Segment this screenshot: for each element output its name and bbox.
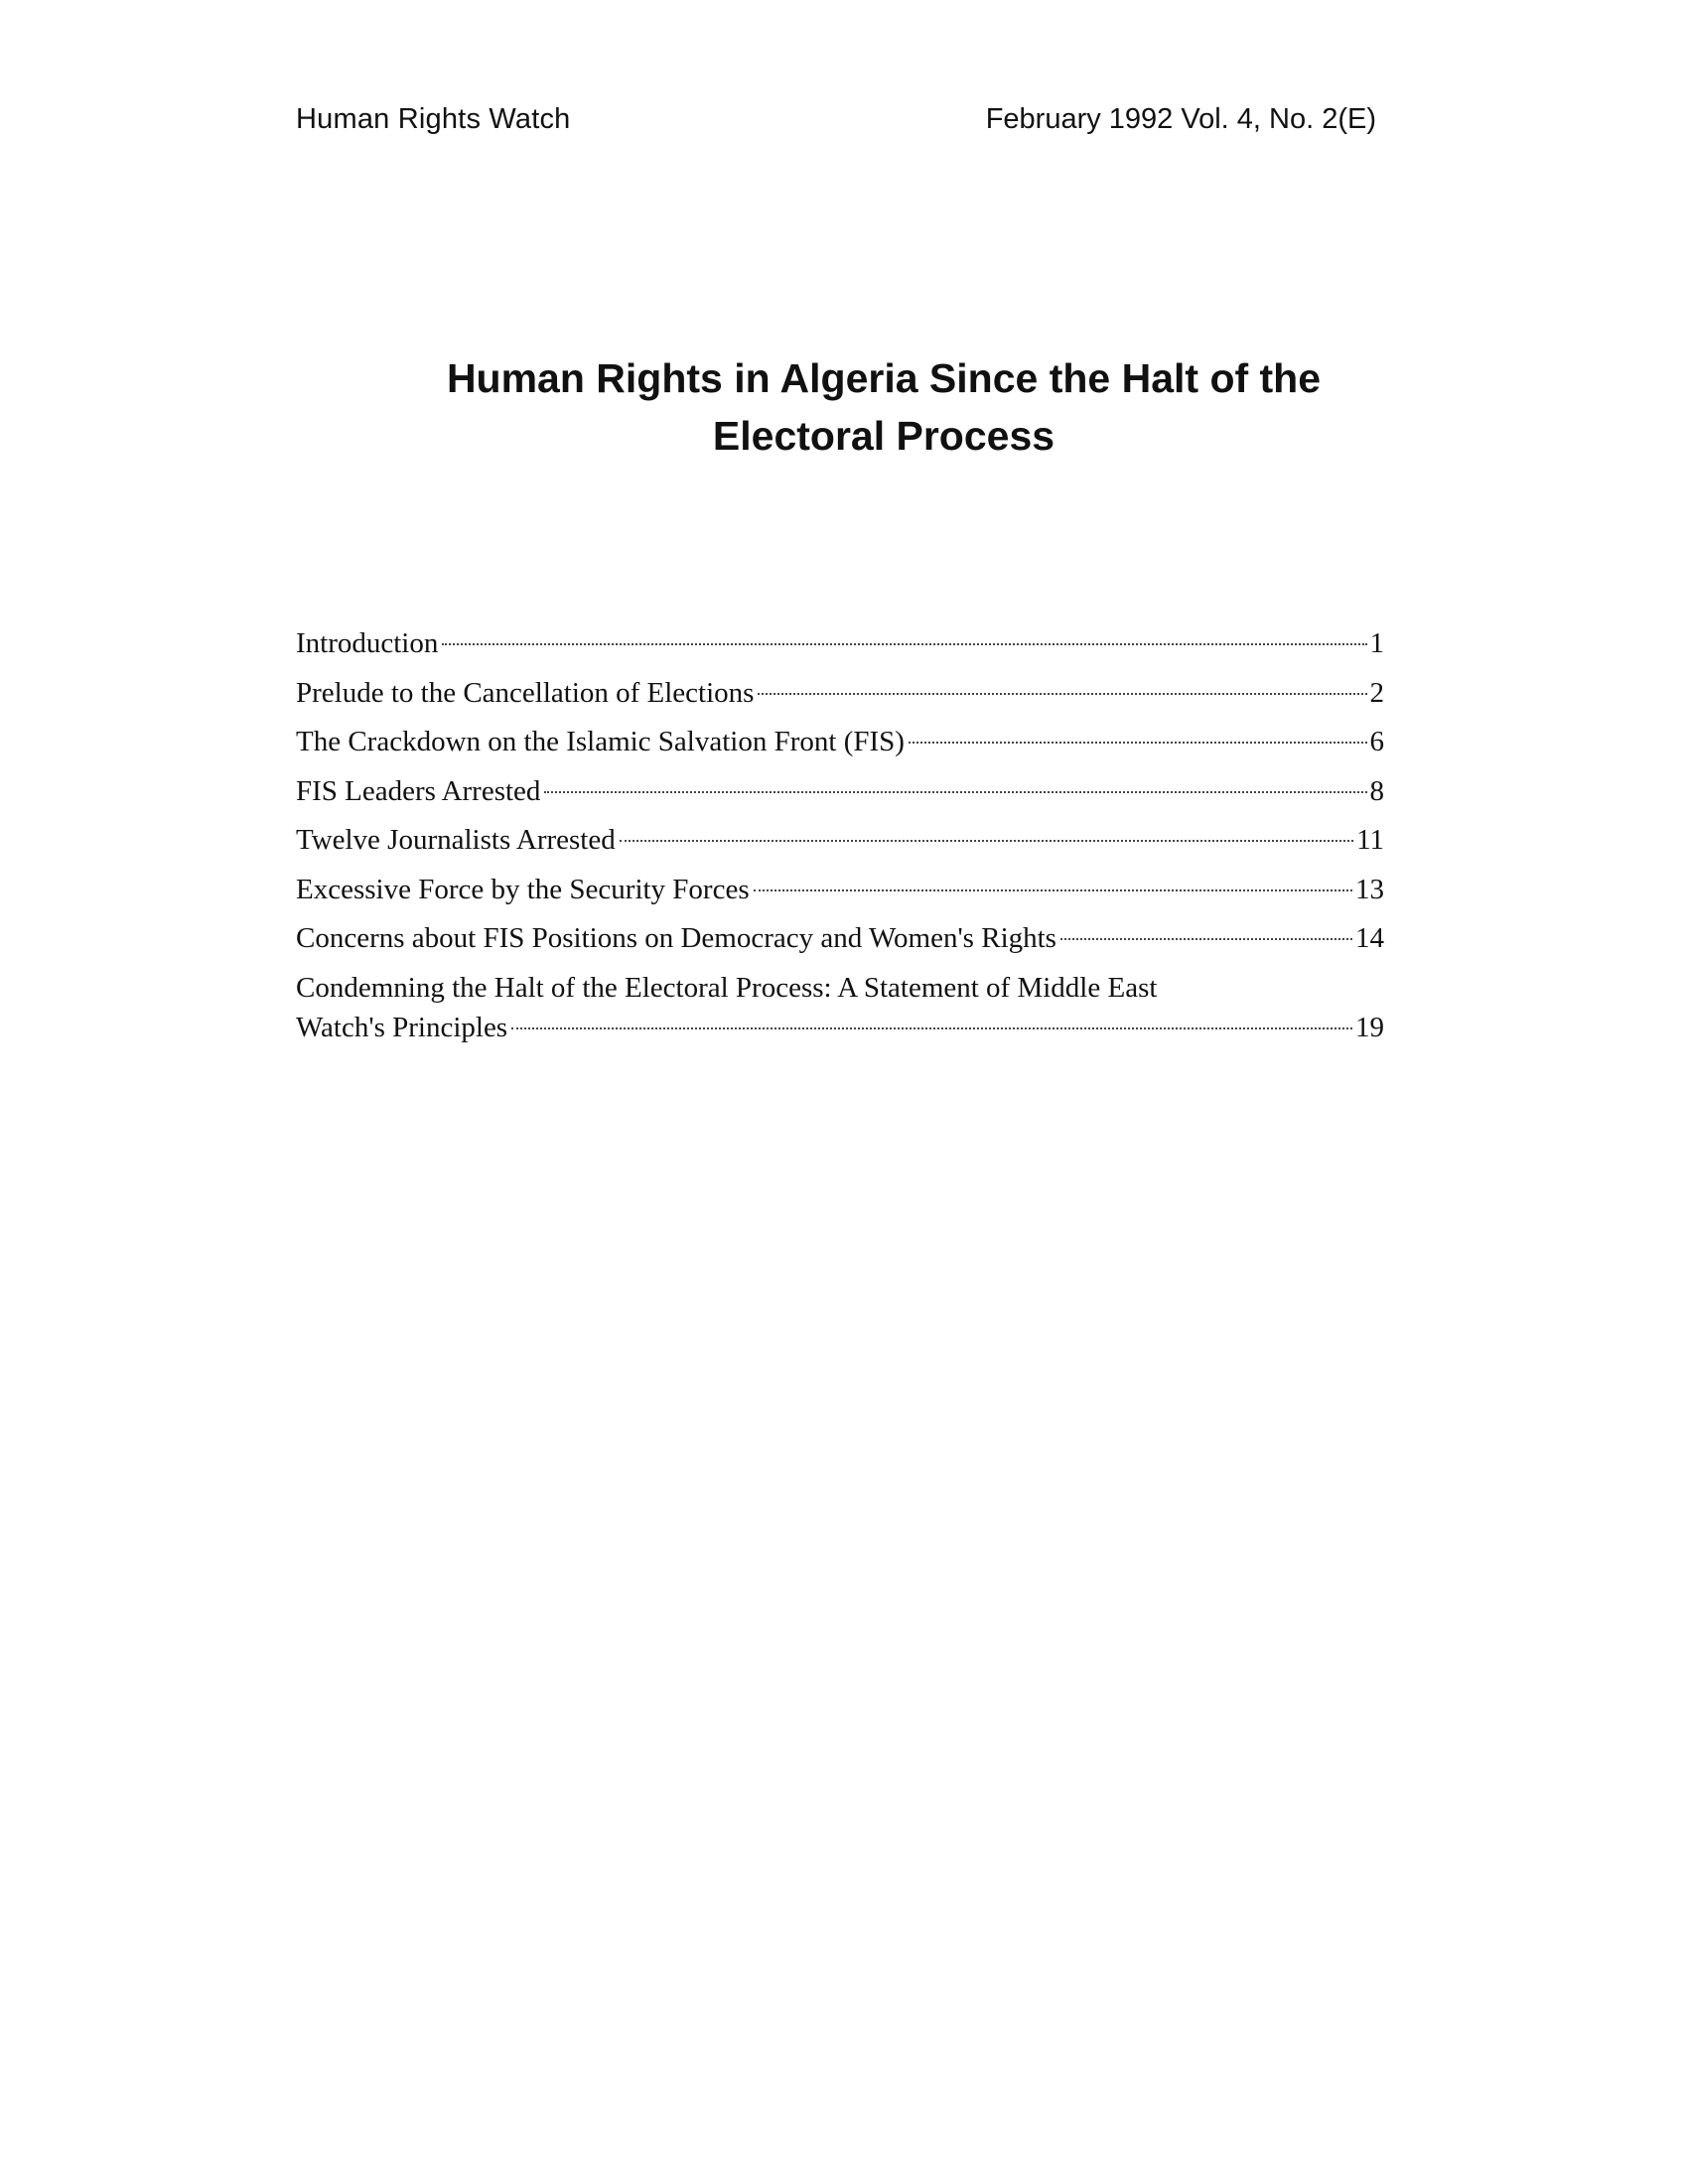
header-organization: Human Rights Watch [296, 103, 571, 135]
toc-entry-page: 13 [1355, 873, 1384, 905]
toc-entry-page: 1 [1369, 627, 1384, 659]
toc-entry-fis-leaders[interactable] [296, 767, 1384, 817]
toc-entry-excessive-force[interactable] [296, 866, 1384, 915]
toc-entry-label-line1: Condemning the Halt of the Electoral Process: A Statement of Middle East [296, 971, 1158, 1004]
toc-entry-condemning[interactable] [296, 964, 1384, 1047]
title-line-2: Electoral Process [712, 413, 1055, 459]
toc-entry-label: Prelude to the Cancellation of Elections [296, 676, 755, 709]
title-line-1: Human Rights in Algeria Since the Halt of the [446, 355, 1322, 401]
toc-entry-page: 2 [1369, 676, 1384, 709]
toc-entry-journalists[interactable] [296, 816, 1384, 866]
toc-entry-crackdown[interactable] [296, 718, 1384, 767]
page-title [377, 349, 1390, 465]
toc-entry-label: Twelve Journalists Arrested [296, 824, 616, 856]
toc-leader-dots [758, 693, 1366, 695]
toc-leader-dots [1060, 938, 1352, 940]
toc-entry-page: 14 [1355, 922, 1384, 954]
toc-entry-label: Excessive Force by the Security Forces [296, 873, 750, 905]
toc-entry-introduction[interactable] [296, 619, 1384, 669]
toc-entry-page: 19 [1355, 1011, 1384, 1043]
toc-leader-dots [620, 840, 1353, 842]
toc-entry-label: Introduction [296, 627, 439, 659]
table-of-contents [296, 619, 1384, 1047]
toc-entry-concerns[interactable] [296, 914, 1384, 964]
toc-entry-label: FIS Leaders Arrested [296, 774, 541, 807]
toc-entry-page: 8 [1369, 774, 1384, 807]
toc-entry-page: 11 [1356, 824, 1384, 856]
toc-leader-dots [511, 1027, 1352, 1029]
toc-entry-label-line2: Watch's Principles [296, 1011, 508, 1043]
header-issue: February 1992 Vol. 4, No. 2(E) [985, 103, 1376, 135]
toc-leader-dots [544, 791, 1366, 793]
toc-leader-dots [442, 643, 1366, 645]
toc-entry-page: 6 [1369, 726, 1384, 757]
toc-leader-dots [909, 742, 1367, 744]
toc-entry-label: The Crackdown on the Islamic Salvation Front (FIS) [296, 726, 905, 757]
toc-entry-label: Concerns about FIS Positions on Democracy and Women's Rights [296, 922, 1056, 954]
toc-entry-prelude[interactable] [296, 669, 1384, 719]
toc-leader-dots [754, 889, 1352, 891]
